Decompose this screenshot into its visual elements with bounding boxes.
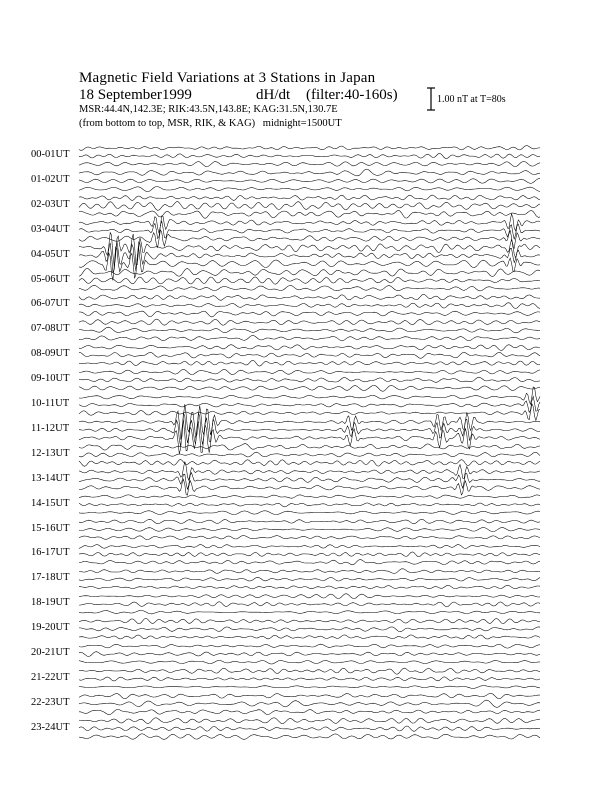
trace-rik-22-23UT (79, 700, 540, 707)
hour-label: 09-10UT (31, 373, 70, 385)
trace-msr-00-01UT (79, 146, 540, 151)
trace-rik-07-08UT (79, 327, 540, 333)
trace-msr-19-20UT (79, 618, 540, 623)
midnight-note: midnight=1500UT (262, 118, 342, 129)
quantity-label: dH/dt (256, 87, 291, 103)
hour-label: 12-13UT (31, 447, 70, 459)
trace-msr-21-22UT (79, 668, 540, 674)
trace-kag-04-05UT (79, 247, 540, 281)
trace-kag-06-07UT (79, 311, 540, 317)
hour-label: 14-15UT (31, 497, 70, 509)
trace-kag-07-08UT (79, 336, 540, 341)
trace-kag-02-03UT (79, 210, 540, 218)
hour-label: 04-05UT (31, 248, 70, 260)
trace-rik-19-20UT (79, 627, 540, 632)
trace-msr-04-05UT (79, 233, 540, 268)
trace-kag-21-22UT (79, 686, 540, 689)
trace-msr-01-02UT (79, 169, 540, 176)
trace-kag-05-06UT (79, 285, 540, 291)
trace-rik-20-21UT (79, 652, 540, 657)
trace-kag-17-18UT (79, 585, 540, 589)
trace-msr-13-14UT (79, 462, 540, 481)
trace-rik-08-09UT (79, 352, 540, 358)
trace-msr-15-16UT (79, 519, 540, 524)
hour-label: 21-22UT (31, 671, 70, 683)
trace-rik-03-04UT (79, 221, 540, 240)
trace-kag-09-10UT (79, 385, 540, 391)
trace-kag-00-01UT (79, 161, 540, 166)
trace-msr-14-15UT (79, 495, 540, 498)
trace-kag-20-21UT (79, 660, 540, 664)
trace-kag-18-19UT (79, 610, 540, 613)
hour-label: 23-24UT (31, 721, 70, 733)
hour-label: 01-02UT (31, 173, 70, 185)
trace-msr-09-10UT (79, 370, 540, 375)
trace-kag-12-13UT (79, 460, 540, 467)
trace-kag-19-20UT (79, 635, 540, 639)
hour-label: 20-21UT (31, 647, 70, 658)
trace-rik-12-13UT (79, 452, 540, 457)
trace-kag-14-15UT (79, 511, 540, 515)
trace-kag-01-02UT (79, 187, 540, 192)
trace-msr-11-12UT (79, 404, 540, 439)
stations-label: MSR:44.4N,142.3E; RIK:43.5N,143.8E; KAG:31.5N,130.7E (79, 104, 338, 115)
hour-label: 11-12UT (31, 422, 70, 434)
trace-rik-13-14UT (79, 473, 540, 490)
trace-kag-16-17UT (79, 560, 540, 565)
trace-kag-08-09UT (79, 360, 540, 366)
trace-rik-14-15UT (79, 503, 540, 507)
hour-label: 03-04UT (31, 223, 70, 235)
hour-label: 08-09UT (31, 348, 70, 360)
trace-rik-23-24UT (79, 726, 540, 731)
trace-kag-10-11UT (79, 404, 540, 421)
trace-msr-05-06UT (79, 268, 540, 276)
hour-label: 07-08UT (31, 323, 70, 335)
trace-rik-00-01UT (79, 153, 540, 158)
trace-msr-23-24UT (79, 718, 540, 724)
trace-msr-02-03UT (79, 195, 540, 200)
trace-msr-22-23UT (79, 693, 540, 698)
trace-rik-09-10UT (79, 377, 540, 382)
trace-group (79, 146, 540, 740)
hour-label: 19-20UT (31, 622, 70, 634)
trace-rik-06-07UT (79, 303, 540, 309)
trace-rik-10-11UT (79, 397, 540, 413)
hour-label: 18-19UT (31, 597, 70, 609)
chart-title: Magnetic Field Variations at 3 Stations in Japan (79, 70, 376, 86)
trace-msr-06-07UT (79, 294, 540, 300)
hour-label: 22-23UT (31, 696, 70, 708)
trace-rik-17-18UT (79, 577, 540, 581)
scale-bar (427, 88, 435, 110)
trace-msr-16-17UT (79, 545, 540, 549)
trace-kag-15-16UT (79, 536, 540, 540)
trace-rik-21-22UT (79, 677, 540, 681)
hour-label: 06-07UT (31, 298, 70, 310)
hour-label: 10-11UT (31, 398, 70, 409)
hour-label: 02-03UT (31, 198, 70, 210)
hour-label: 05-06UT (31, 273, 70, 285)
trace-rik-02-03UT (79, 202, 540, 211)
scale-bar-label: 1.00 nT at T=80s (437, 94, 506, 105)
trace-rik-16-17UT (79, 552, 540, 557)
trace-msr-17-18UT (79, 569, 540, 574)
trace-rik-18-19UT (79, 602, 540, 607)
trace-kag-03-04UT (79, 230, 540, 249)
filter-label: (filter:40-160s) (306, 87, 398, 103)
hour-label: 13-14UT (31, 472, 70, 484)
order-note-text: (from bottom to top, MSR, RIK, & KAG) (79, 118, 256, 129)
trace-msr-12-13UT (79, 444, 540, 450)
trace-rik-01-02UT (79, 178, 540, 183)
trace-msr-07-08UT (79, 319, 540, 325)
trace-kag-23-24UT (79, 734, 540, 739)
trace-msr-20-21UT (79, 644, 540, 648)
trace-msr-18-19UT (79, 594, 540, 599)
trace-msr-08-09UT (79, 345, 540, 351)
hour-label: 16-17UT (31, 547, 70, 559)
trace-kag-22-23UT (79, 710, 540, 715)
hour-label: 00-01UT (31, 149, 70, 160)
hour-label: 15-16UT (31, 522, 70, 534)
hour-label: 17-18UT (31, 572, 70, 584)
date-label: 18 September1999 (79, 87, 192, 103)
trace-rik-15-16UT (79, 528, 540, 532)
trace-rik-05-06UT (79, 277, 540, 284)
